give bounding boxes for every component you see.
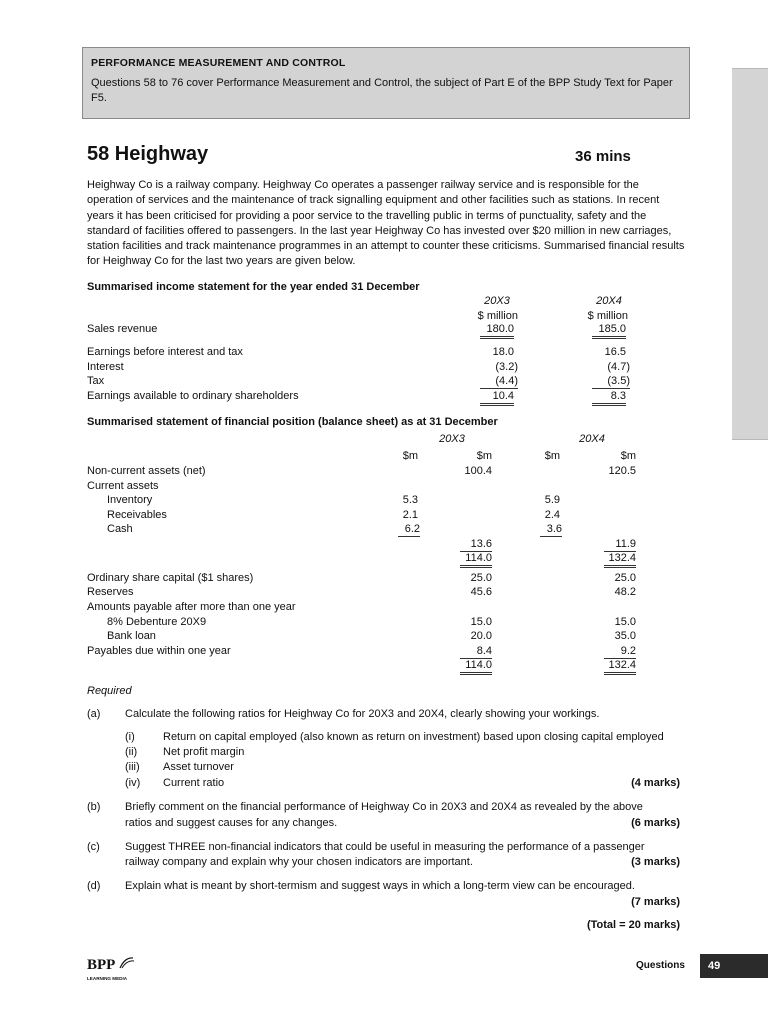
bs-nca-20x4: 120.5	[608, 465, 636, 477]
bs-ca-total-20x4: 11.9	[604, 538, 636, 552]
section-title: PERFORMANCE MEASUREMENT AND CONTROL	[91, 57, 346, 69]
section-description: Questions 58 to 76 cover Performance Measurement and Control, the subject of Part E of the BPP Study Text for Paper F5.	[91, 77, 673, 104]
part-a-marks: (4 marks)	[631, 777, 680, 789]
bs-receivables-20x3: 2.1	[402, 509, 418, 521]
is-year-20x4: 20X4	[596, 295, 622, 307]
is-value-20x4: 8.3	[592, 390, 626, 406]
bs-total-assets-20x3: 114.0	[460, 552, 492, 568]
bs-label-inventory: Inventory	[107, 494, 153, 506]
bs-debenture-20x3: 15.0	[470, 616, 492, 628]
bs-label-receivables: Receivables	[107, 509, 167, 521]
is-value-20x4: 185.0	[592, 323, 626, 339]
bpp-logo-icon	[87, 955, 137, 985]
bs-receivables-20x4: 2.4	[544, 509, 560, 521]
is-row-label: Earnings before interest and tax	[87, 346, 243, 358]
part-c-line1: Suggest THREE non-financial indicators that could be useful in measuring the performance of a passenger	[125, 841, 645, 853]
is-value-20x3: 10.4	[480, 390, 514, 406]
bs-inventory-20x4: 5.9	[544, 494, 560, 506]
part-a-text: Calculate the following ratios for Heighway Co for 20X3 and 20X4, clearly showing your workings.	[125, 708, 600, 720]
part-a-item-num: (iv)	[125, 777, 141, 789]
bs-share-capital-20x4: 25.0	[614, 572, 636, 584]
is-value-20x4: (4.7)	[607, 361, 630, 373]
part-d-marks: (7 marks)	[631, 896, 680, 908]
bs-payables-20x3: 8.4	[460, 645, 492, 659]
part-b-line2: ratios and suggest causes for any changes.	[125, 817, 338, 829]
bs-year-20x3: 20X3	[439, 433, 465, 445]
bs-label-cash: Cash	[107, 523, 133, 535]
part-d-line1: Explain what is meant by short-termism and suggest ways in which a long-term view can be encouraged.	[125, 880, 635, 892]
part-b-label: (b)	[87, 801, 101, 813]
part-a-item-text: Current ratio	[163, 777, 225, 789]
bs-label-payables: Payables due within one year	[87, 645, 231, 657]
bs-label-bank-loan: Bank loan	[107, 630, 156, 642]
page-number: 49	[700, 954, 768, 978]
part-a-item-num: (i)	[125, 731, 135, 743]
question-title: 58 Heighway	[87, 143, 209, 165]
bs-unit: $m	[402, 450, 418, 462]
balance-sheet-heading: Summarised statement of financial position (balance sheet) as at 31 December	[87, 416, 498, 428]
is-value-20x3: (4.4)	[480, 375, 518, 389]
total-marks: (Total = 20 marks)	[586, 919, 680, 931]
bs-cash-20x3: 6.2	[398, 523, 420, 537]
part-a-item-text: Asset turnover	[163, 761, 234, 773]
is-row-label: Tax	[87, 375, 105, 387]
bs-share-capital-20x3: 25.0	[470, 572, 492, 584]
is-year-20x3: 20X3	[484, 295, 510, 307]
footer-section-label: Questions	[636, 960, 685, 971]
bs-label-reserves: Reserves	[87, 586, 134, 598]
is-unit-20x3: $ million	[477, 310, 518, 322]
bs-nca-20x3: 100.4	[464, 465, 492, 477]
income-statement-heading: Summarised income statement for the year ended 31 December	[87, 281, 420, 293]
bs-reserves-20x3: 45.6	[470, 586, 492, 598]
bs-ca-total-20x3: 13.6	[460, 538, 492, 552]
part-a-item-text: Return on capital employed (also known as return on investment) based upon closing capital employed	[163, 731, 664, 743]
bs-cash-20x4: 3.6	[540, 523, 562, 537]
is-row-label: Earnings available to ordinary shareholders	[87, 390, 299, 402]
is-value-20x4: 16.5	[604, 346, 626, 358]
is-value-20x3: (3.2)	[495, 361, 518, 373]
bs-year-20x4: 20X4	[579, 433, 605, 445]
is-row-label: Interest	[87, 361, 124, 373]
part-c-label: (c)	[87, 841, 100, 853]
bs-debenture-20x4: 15.0	[614, 616, 636, 628]
bs-unit: $m	[476, 450, 492, 462]
part-d-label: (d)	[87, 880, 101, 892]
part-c-line2: railway company and explain why your chosen indicators are important.	[125, 856, 473, 868]
bs-unit: $m	[544, 450, 560, 462]
bs-label-share-capital: Ordinary share capital ($1 shares)	[87, 572, 254, 584]
svg-text:BPP: BPP	[87, 957, 116, 973]
bs-total-assets-20x4: 132.4	[604, 552, 636, 568]
is-value-20x3: 180.0	[480, 323, 514, 339]
question-time: 36 mins	[575, 148, 631, 165]
intro-paragraph: Heighway Co is a railway company. Heighway Co operates a passenger railway service and is responsible for the operation of services and the maintenance of track signalling equipment and other facilities such as stations. In recent years it has been criticised for providing a poor service to the travelling public in terms of punctuality, safety and the standard of facilities offered to passengers. In the last year Heighway Co has invested over $20 million in new carriages, station facilities and track maintenance programmes in an attempt to counter these criticisms. Summarised financial results for Heighway Co for the last two years are given below.	[87, 179, 685, 268]
bs-unit: $m	[620, 450, 636, 462]
bs-bank-loan-20x3: 20.0	[470, 630, 492, 642]
svg-text:LEARNING MEDIA: LEARNING MEDIA	[87, 976, 128, 981]
is-value-20x3: 18.0	[492, 346, 514, 358]
part-a-item-num: (iii)	[125, 761, 140, 773]
is-unit-20x4: $ million	[587, 310, 628, 322]
question-intro	[87, 178, 687, 270]
part-a-item-text: Net profit margin	[163, 746, 245, 758]
bpp-logo	[87, 955, 137, 985]
is-value-20x4: (3.5)	[592, 375, 630, 389]
bs-total-20x4: 132.4	[604, 659, 636, 675]
section-header-box	[82, 47, 690, 119]
side-tab	[732, 68, 768, 440]
bs-payables-20x4: 9.2	[604, 645, 636, 659]
part-b-marks: (6 marks)	[631, 817, 680, 829]
bs-label-nca: Non-current assets (net)	[87, 465, 206, 477]
part-b-line1: Briefly comment on the financial performance of Heighway Co in 20X3 and 20X4 as revealed by the above	[125, 801, 643, 813]
part-c-marks: (3 marks)	[631, 856, 680, 868]
bs-label-debenture: 8% Debenture 20X9	[107, 616, 207, 628]
bs-label-amounts-payable: Amounts payable after more than one year	[87, 601, 296, 613]
part-a-item-num: (ii)	[125, 746, 138, 758]
bs-inventory-20x3: 5.3	[402, 494, 418, 506]
bs-total-20x3: 114.0	[460, 659, 492, 675]
bs-reserves-20x4: 48.2	[614, 586, 636, 598]
bs-bank-loan-20x4: 35.0	[614, 630, 636, 642]
part-a-label: (a)	[87, 708, 101, 720]
required-heading: Required	[87, 685, 132, 697]
bs-label-current-assets: Current assets	[87, 480, 159, 492]
is-row-label: Sales revenue	[87, 323, 158, 335]
